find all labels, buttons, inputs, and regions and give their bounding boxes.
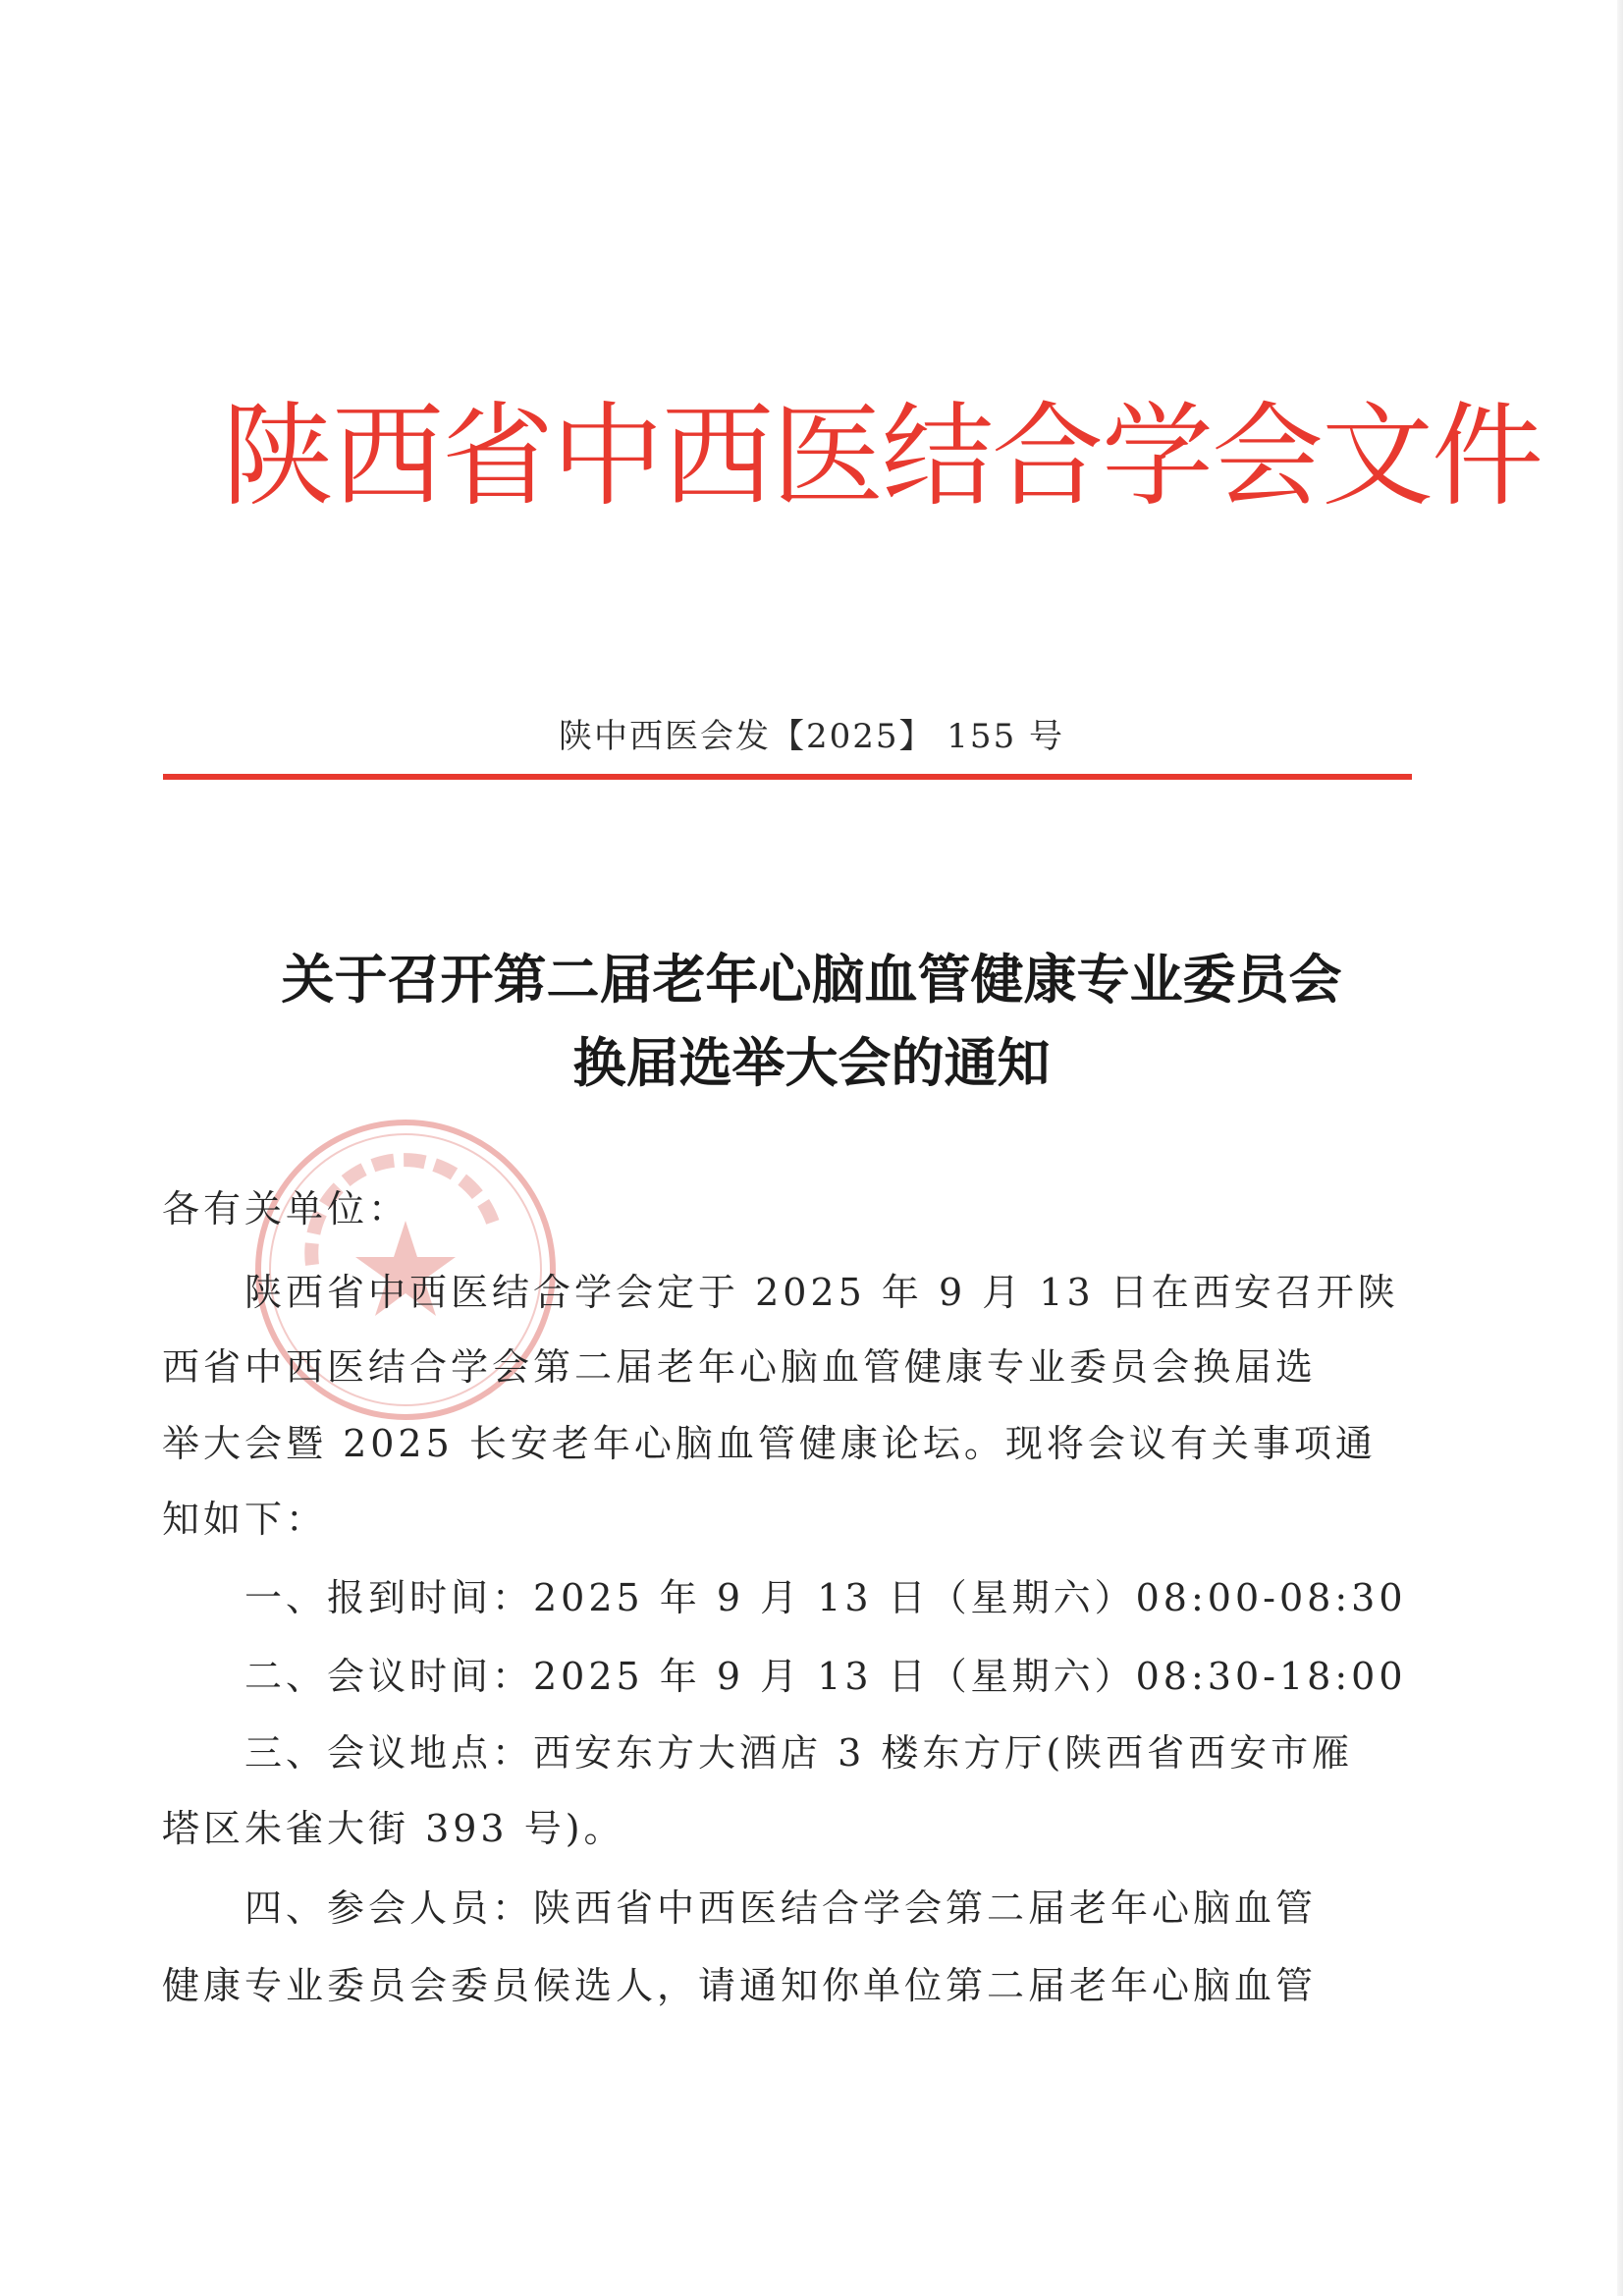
notice-title-line-2: 换届选举大会的通知	[572, 1031, 1051, 1094]
body-line: 塔区朱雀大街 393 号)。	[162, 1807, 625, 1850]
body-line: 一、报到时间：2025 年 9 月 13 日（星期六）08:00-08:30	[162, 1576, 1407, 1619]
body-line: 知如下：	[162, 1498, 328, 1541]
body-line: 陕西省中西医结合学会定于 2025 年 9 月 13 日在西安召开陕	[162, 1271, 1399, 1314]
red-divider-line	[163, 774, 1412, 780]
body-line: 四、参会人员：陕西省中西医结合学会第二届老年心脑血管	[162, 1886, 1318, 1930]
document-number: 陕中西医会发【2025】 155 号	[558, 717, 1065, 756]
body-line: 健康专业委员会委员候选人，请通知你单位第二届老年心脑血管	[162, 1964, 1318, 2007]
scan-edge-shadow	[1617, 0, 1623, 2296]
body-line: 西省中西医结合学会第二届老年心脑血管健康专业委员会换届选	[162, 1345, 1318, 1389]
body-line: 举大会暨 2025 长安老年心脑血管健康论坛。现将会议有关事项通	[162, 1422, 1377, 1465]
body-line: 三、会议地点：西安东方大酒店 3 楼东方厅(陕西省西安市雁	[162, 1731, 1354, 1775]
salutation: 各有关单位：	[162, 1187, 410, 1230]
notice-title-line-1: 关于召开第二届老年心脑血管健康专业委员会	[281, 948, 1342, 1011]
body-line: 二、会议时间：2025 年 9 月 13 日（星期六）08:30-18:00	[162, 1655, 1407, 1698]
org-letterhead-title: 陕西省中西医结合学会文件	[222, 391, 1542, 521]
